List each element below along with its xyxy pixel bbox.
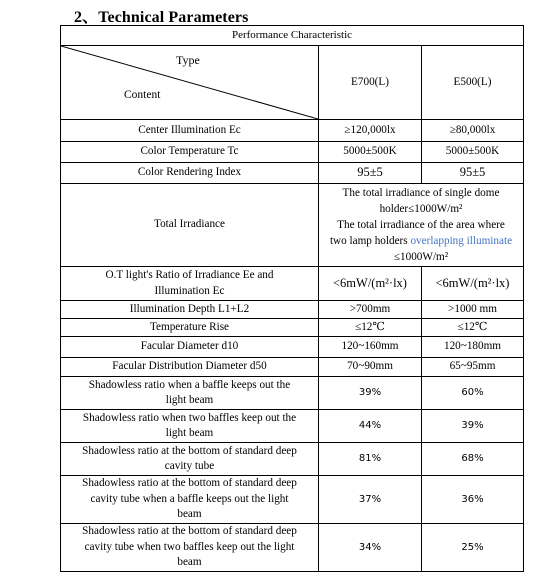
model-header-e500: E500(L)	[422, 46, 524, 120]
text-line	[322, 233, 520, 249]
row-label: Center Illumination Ec	[61, 120, 319, 142]
table-row	[61, 26, 524, 46]
row-label: Temperature Rise	[61, 319, 319, 337]
table-row	[61, 301, 524, 319]
table-row	[61, 524, 524, 572]
value-e500: ≥80,000lx	[422, 120, 524, 142]
type-content-header-cell	[61, 46, 319, 120]
value-e500: 36%	[422, 476, 524, 524]
label-line: Shadowless ratio when a baffle keeps out the	[88, 378, 291, 391]
value-e500: <6mW/(m²·lx)	[422, 267, 524, 301]
value-e700: 5000±500K	[319, 142, 422, 163]
row-label: Facular Diameter d10	[61, 337, 319, 358]
label-line: Shadowless ratio when two baffles keep out the	[82, 411, 297, 424]
row-label: Total Irradiance	[61, 184, 319, 267]
label-line: Illumination Ec	[154, 284, 225, 297]
row-label: Illumination Depth L1+L2	[61, 301, 319, 319]
value-e500: 68%	[422, 443, 524, 476]
value-e700: ≤12℃	[319, 319, 422, 337]
value-e500: 120~180mm	[422, 337, 524, 358]
value-e500: 5000±500K	[422, 142, 524, 163]
value-e500: ≤12℃	[422, 319, 524, 337]
value-e700: 120~160mm	[319, 337, 422, 358]
table-row	[61, 443, 524, 476]
label-line: O.T light's Ratio of Irradiance Ee and	[105, 269, 274, 281]
value-e500: 39%	[422, 410, 524, 443]
label-line: beam	[177, 508, 202, 521]
row-label	[61, 476, 319, 524]
table-row	[61, 46, 524, 120]
row-label: Color Temperature Tc	[61, 142, 319, 163]
technical-parameters-table	[60, 25, 524, 572]
text-line: ≤1000W/m²	[393, 251, 449, 263]
value-e700: 95±5	[319, 163, 422, 184]
row-label	[61, 524, 319, 572]
value-e700: 70~90mm	[319, 358, 422, 377]
value-e500: 95±5	[422, 163, 524, 184]
type-label: Type	[176, 53, 200, 67]
value-e700: ≥120,000lx	[319, 120, 422, 142]
value-e500: 25%	[422, 524, 524, 572]
table-row	[61, 377, 524, 410]
row-label: Color Rendering Index	[61, 163, 319, 184]
value-e700: 37%	[319, 476, 422, 524]
row-label	[61, 443, 319, 476]
text-line: holder≤1000W/m²	[379, 203, 463, 215]
table-row	[61, 267, 524, 301]
label-line: Shadowless ratio at the bottom of standard deep	[82, 477, 297, 490]
value-e700: 44%	[319, 410, 422, 443]
value-e700: 81%	[319, 443, 422, 476]
table-row	[61, 337, 524, 358]
label-line: cavity tube	[164, 460, 215, 472]
highlighted-fragment: overlapping illuminate	[407, 235, 513, 247]
table-row	[61, 358, 524, 377]
table-row	[61, 163, 524, 184]
row-label	[61, 377, 319, 410]
table-row	[61, 410, 524, 443]
row-label	[61, 267, 319, 301]
value-e700: <6mW/(m²·lx)	[319, 267, 422, 301]
label-line: light beam	[165, 427, 214, 439]
model-header-e700: E700(L)	[319, 46, 422, 120]
text-line: The total irradiance of single dome	[342, 187, 500, 199]
section-heading: 2、Technical Parameters	[74, 9, 249, 26]
value-e700: 39%	[319, 377, 422, 410]
total-irradiance-merged-value	[319, 184, 524, 267]
label-line: cavity tube when a baffle keeps out the light	[90, 492, 289, 505]
text-fragment: two lamp holders	[329, 235, 408, 247]
performance-characteristic-header: Performance Characteristic	[61, 26, 524, 46]
table-row	[61, 184, 524, 267]
table-row	[61, 319, 524, 337]
label-line: light beam	[165, 394, 214, 406]
value-e700: 34%	[319, 524, 422, 572]
table-row	[61, 120, 524, 142]
label-line: Shadowless ratio at the bottom of standard deep	[82, 444, 297, 457]
value-e500: >1000 mm	[422, 301, 524, 319]
value-e500: 65~95mm	[422, 358, 524, 377]
value-e500: 60%	[422, 377, 524, 410]
text-line: The total irradiance of the area where	[337, 219, 505, 231]
row-label: Facular Distribution Diameter d50	[61, 358, 319, 377]
label-line: beam	[177, 556, 202, 569]
label-line: cavity tube when two baffles keep out the light	[84, 540, 295, 553]
content-label: Content	[124, 89, 161, 101]
label-line: Shadowless ratio at the bottom of standard deep	[82, 525, 297, 538]
value-e700: >700mm	[319, 301, 422, 319]
table-row	[61, 476, 524, 524]
row-label	[61, 410, 319, 443]
table-row	[61, 142, 524, 163]
